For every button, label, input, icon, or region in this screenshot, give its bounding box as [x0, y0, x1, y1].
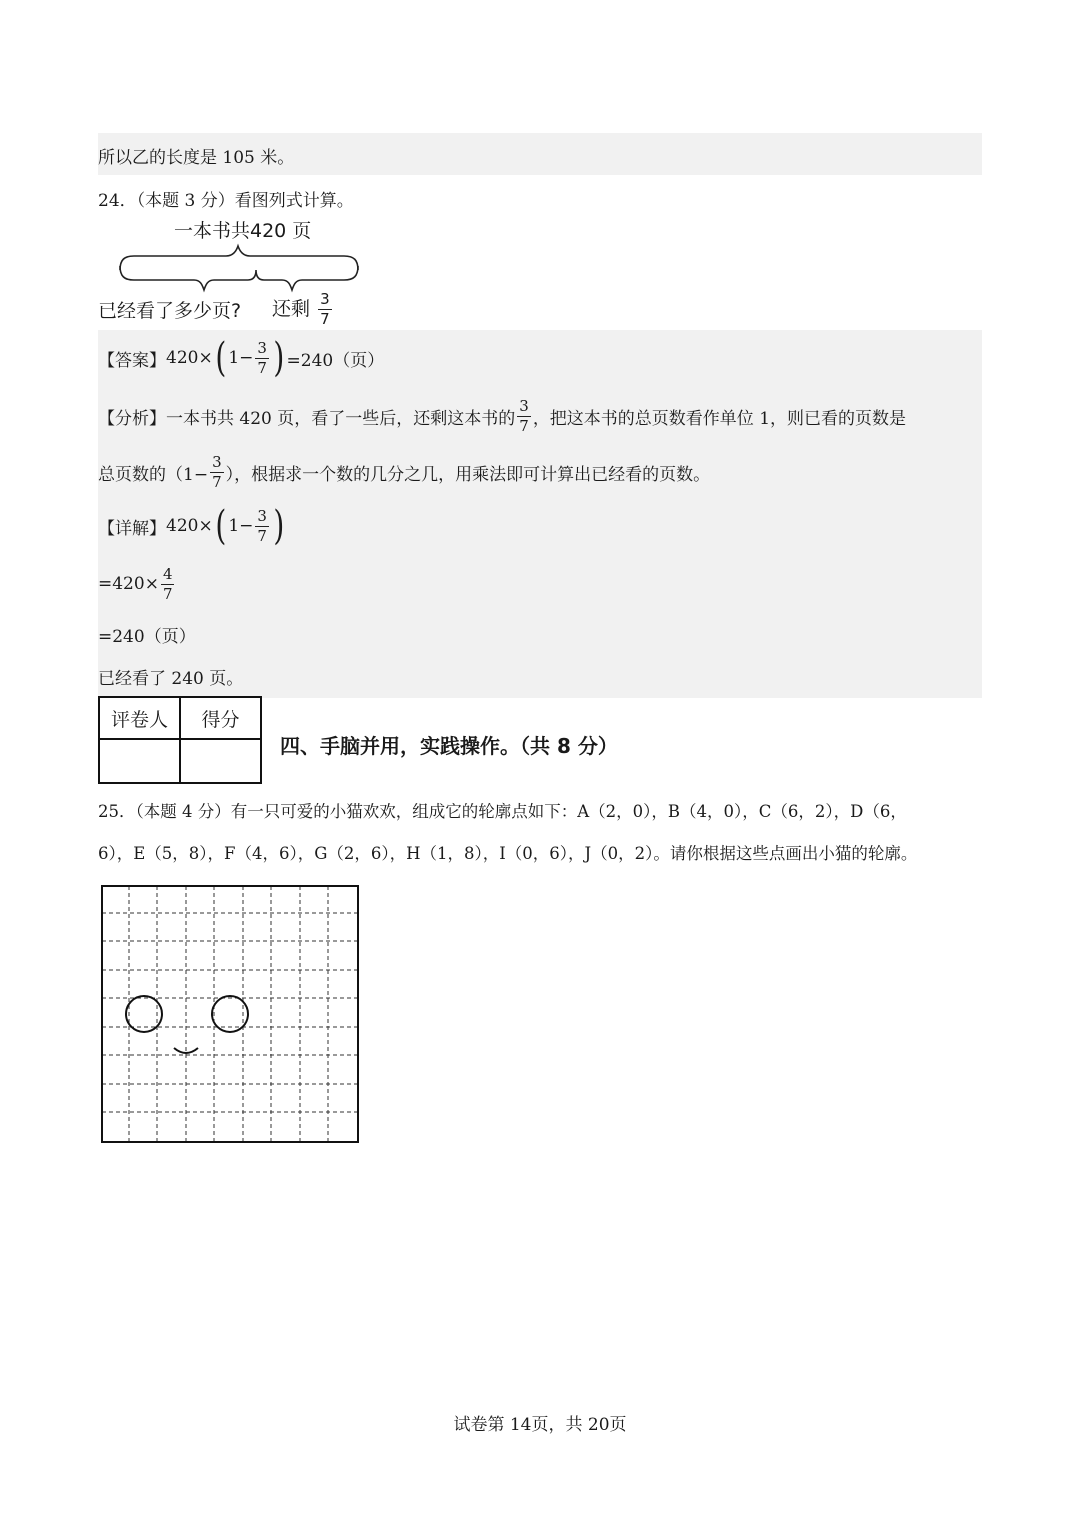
- detail-tag: 【详解】: [98, 518, 166, 539]
- book-diagram: [98, 212, 378, 332]
- analysis-text-b: ，把这本书的总页数看作单位 1，则已看的页数是: [532, 408, 907, 429]
- analysis-tag: 【分析】: [98, 408, 166, 429]
- fraction-denominator: 7: [257, 526, 267, 545]
- detail-line-2: [98, 560, 176, 608]
- analysis-text-d: ），根据求一个数的几分之几，用乘法即可计算出已经看的页数。: [225, 464, 711, 485]
- detail-conclusion: 已经看了 240 页。: [98, 669, 244, 689]
- scorer-label: 评卷人: [99, 697, 180, 739]
- analysis-line-1: [98, 392, 906, 440]
- fraction-numerator: 3: [212, 452, 222, 471]
- top-brace: [120, 246, 358, 270]
- section4-title: 四、手脑并用，实践操作。（共 8 分）: [280, 734, 618, 758]
- analysis-text-a: 一本书共 420 页，看了一些后，还剩这本书的: [166, 408, 516, 429]
- page-footer: 试卷第 14页，共 20页: [453, 1415, 627, 1435]
- right-paren: ): [273, 335, 285, 381]
- fraction-numerator: 3: [519, 396, 529, 415]
- q25-line-2: 6），E（5，8），F（4，6），G（2，6），H（1，8），I（0，6），J（0，2）。请你根据这些点画出小猫的轮廓。: [98, 844, 918, 863]
- fraction-numerator: 3: [320, 290, 330, 308]
- remaining-fraction: [318, 292, 332, 327]
- left-paren: (: [215, 503, 226, 549]
- answer-prefix: 420×: [166, 348, 213, 368]
- fraction-numerator: 3: [257, 506, 267, 525]
- analysis-fraction: [517, 396, 531, 435]
- score-table: [98, 696, 262, 784]
- answer-line: [98, 334, 384, 382]
- detail-line-3: =240（页）: [98, 627, 196, 647]
- q24-title: 24．（本题 3 分）看图列式计算。: [98, 191, 354, 211]
- answer-fraction: [255, 338, 269, 377]
- left-paren: (: [215, 335, 226, 381]
- answer-one-minus: 1−: [228, 348, 254, 368]
- diagram-read-question: 已经看了多少页?: [98, 300, 242, 322]
- diagram-brace: [98, 242, 368, 294]
- score-label: 得分: [180, 697, 261, 739]
- answer-tag: 【答案】: [98, 350, 166, 371]
- right-paren: ): [273, 503, 285, 549]
- grid-border: [102, 886, 358, 1142]
- diagram-total-label: 一本书共420 页: [174, 220, 312, 242]
- fraction-denominator: 7: [519, 416, 529, 435]
- detail-prefix: 420×: [166, 516, 213, 536]
- diagram-remaining: [272, 292, 334, 327]
- analysis-line-2: [98, 448, 710, 496]
- fraction-denominator: 7: [257, 358, 267, 377]
- drawing-grid[interactable]: [100, 884, 360, 1144]
- analysis-text-c: 总页数的（1−: [98, 464, 209, 485]
- detail-one-minus: 1−: [228, 516, 254, 536]
- prev-answer-text: 所以乙的长度是 105 米。: [98, 148, 295, 168]
- fraction-numerator: 4: [162, 564, 173, 583]
- bottom-brace: [120, 266, 358, 290]
- fraction-denominator: 7: [212, 472, 222, 491]
- fraction-numerator: 3: [257, 338, 267, 357]
- q25-line-1: 25．（本题 4 分）有一只可爱的小猫欢欢，组成它的轮廓点如下：A（2，0），B（4，0），C（6，2），D（6，: [98, 802, 907, 821]
- detail-step2-prefix: =420×: [98, 574, 159, 594]
- detail-fraction: [255, 506, 269, 545]
- remaining-prefix: 还剩: [272, 298, 311, 320]
- grid-lines: [102, 886, 358, 1142]
- score-cell[interactable]: [180, 739, 261, 783]
- fraction-denominator: 7: [320, 310, 330, 328]
- detail-line-1: [98, 502, 287, 550]
- scorer-cell[interactable]: [99, 739, 180, 783]
- analysis-fraction-2: [210, 452, 224, 491]
- detail-step2-fraction: [161, 564, 175, 603]
- answer-result: =240（页）: [286, 350, 385, 371]
- fraction-denominator: 7: [162, 584, 173, 603]
